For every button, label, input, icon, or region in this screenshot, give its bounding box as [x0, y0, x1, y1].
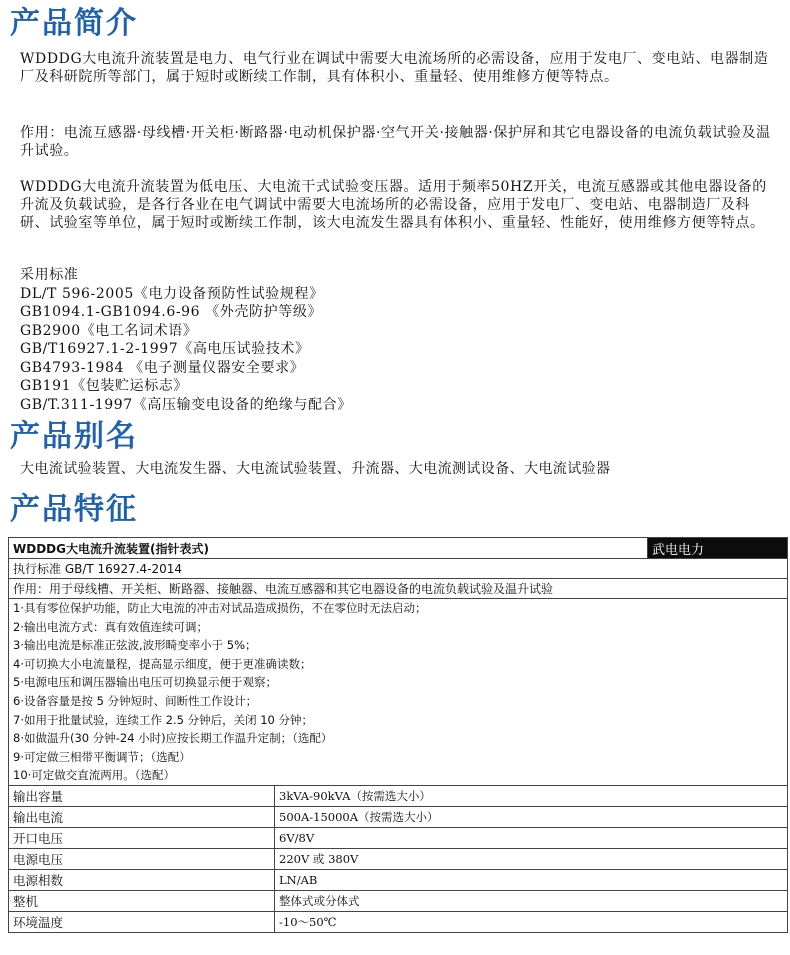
standard-item: GB1094.1-GB1094.6-96 《外壳防护等级》 — [20, 304, 323, 320]
standard-item: GB/T.311-1997《高压输变电设备的绝缘与配合》 — [20, 396, 352, 413]
spec-label: 输出电流 — [9, 806, 275, 827]
spec-value: LN/AB — [275, 869, 788, 890]
alias-title: 产品别名 — [10, 419, 138, 454]
features-title: 产品特征 — [10, 492, 138, 527]
spec-label: 输出容量 — [9, 785, 275, 806]
intro-title: 产品简介 — [10, 6, 138, 41]
standards-list — [20, 266, 772, 414]
feature-list-cell — [9, 599, 788, 786]
standard-item: GB/T16927.1-2-1997《高电压试验技术》 — [20, 341, 310, 357]
spec-value: 500A-15000A（按需选大小） — [275, 806, 788, 827]
standard-item: GB191《包装贮运标志》 — [20, 378, 188, 394]
spec-value: 3kVA-90kVA（按需选大小） — [275, 785, 788, 806]
feature-item: 1·具有零位保护功能，防止大电流的冲击对试品造成损伤，不在零位时无法启动； — [13, 601, 427, 615]
spec-value: -10～50℃ — [275, 911, 788, 932]
spec-label: 环境温度 — [9, 911, 275, 932]
intro-paragraph-2: 作用：电流互感器·母线槽·开关柜·断路器·电动机保护器·空气开关·接触器·保护屏和其它电器设备的电流负载试验及温升试验。 — [20, 125, 771, 159]
spec-label: 电源电压 — [9, 848, 275, 869]
intro-paragraph-1: WDDDG大电流升流装置是电力、电气行业在调试中需要大电流场所的必需设备，应用于发电厂、变电站、电器制造厂及科研院所等部门，属于短时或断续工作制，具有体积小、重量轻、使用维修方便等特点。 — [20, 51, 769, 85]
alias-text: 大电流试验装置、大电流发生器、大电流试验装置、升流器、大电流测试设备、大电流试验器 — [20, 461, 611, 477]
brand-name: 武电电力 — [648, 538, 788, 559]
model-name: WDDDG大电流升流装置(指针表式) — [9, 538, 648, 559]
feature-item: 6·设备容量是按 5 分钟短时、间断性工作设计； — [13, 693, 258, 708]
feature-item: 10·可定做交直流两用。（选配） — [13, 768, 176, 783]
spec-table — [8, 537, 788, 933]
spec-label: 电源相数 — [9, 869, 275, 890]
standard-row: 执行标准 GB/T 16927.4-2014 — [9, 559, 788, 579]
feature-item: 8·如做温升(30 分钟-24 小时)应按长期工作温升定制；（选配） — [13, 731, 333, 746]
feature-item: 3·输出电流是标准正弦波,波形畸变率小于 5%； — [13, 638, 257, 653]
standard-item: GB2900《电工名词术语》 — [20, 322, 198, 339]
feature-item: 7·如用于批量试验，连续工作 2.5 分钟后，关闭 10 分钟； — [13, 712, 314, 727]
feature-item: 4·可切换大小电流量程，提高显示细度，便于更准确读数； — [13, 656, 312, 671]
feature-item: 2·输出电流方式：真有效值连续可调； — [13, 619, 208, 634]
standards-title: 采用标准 — [20, 267, 79, 283]
standard-item: DL/T 596-2005《电力设备预防性试验规程》 — [20, 285, 324, 302]
spec-value: 整体式或分体式 — [275, 890, 788, 911]
spec-label: 整机 — [9, 890, 275, 911]
usage-row: 作用：用于母线槽、开关柜、断路器、接触器、电流互感器和其它电器设备的电流负载试验及温升试验 — [9, 579, 788, 599]
feature-item: 9·可定做三相带平衡调节；（选配） — [13, 749, 191, 764]
spec-value: 6V/8V — [275, 827, 788, 848]
feature-list — [13, 599, 783, 785]
feature-item: 5·电源电压和调压器输出电压可切换显示便于观察； — [13, 675, 277, 690]
intro-paragraph-3: WDDDG大电流升流装置为低电压、大电流干式试验变压器。适用于频率50HZ开关，电流互感器或其他电器设备的升流及负载试验，是各行各业在电气调试中需要大电流场所的必需设备，应用于发电厂、变电站、电器制造厂及科研、试验室等单位，属于短时或断续工作制，该大电流发生器具有体积小、重量轻、性能好，使用维修方便等特点。 — [20, 179, 767, 231]
spec-label: 开口电压 — [9, 827, 275, 848]
spec-value: 220V 或 380V — [275, 848, 788, 869]
standard-item: GB4793-1984 《电子测量仪器安全要求》 — [20, 359, 305, 376]
